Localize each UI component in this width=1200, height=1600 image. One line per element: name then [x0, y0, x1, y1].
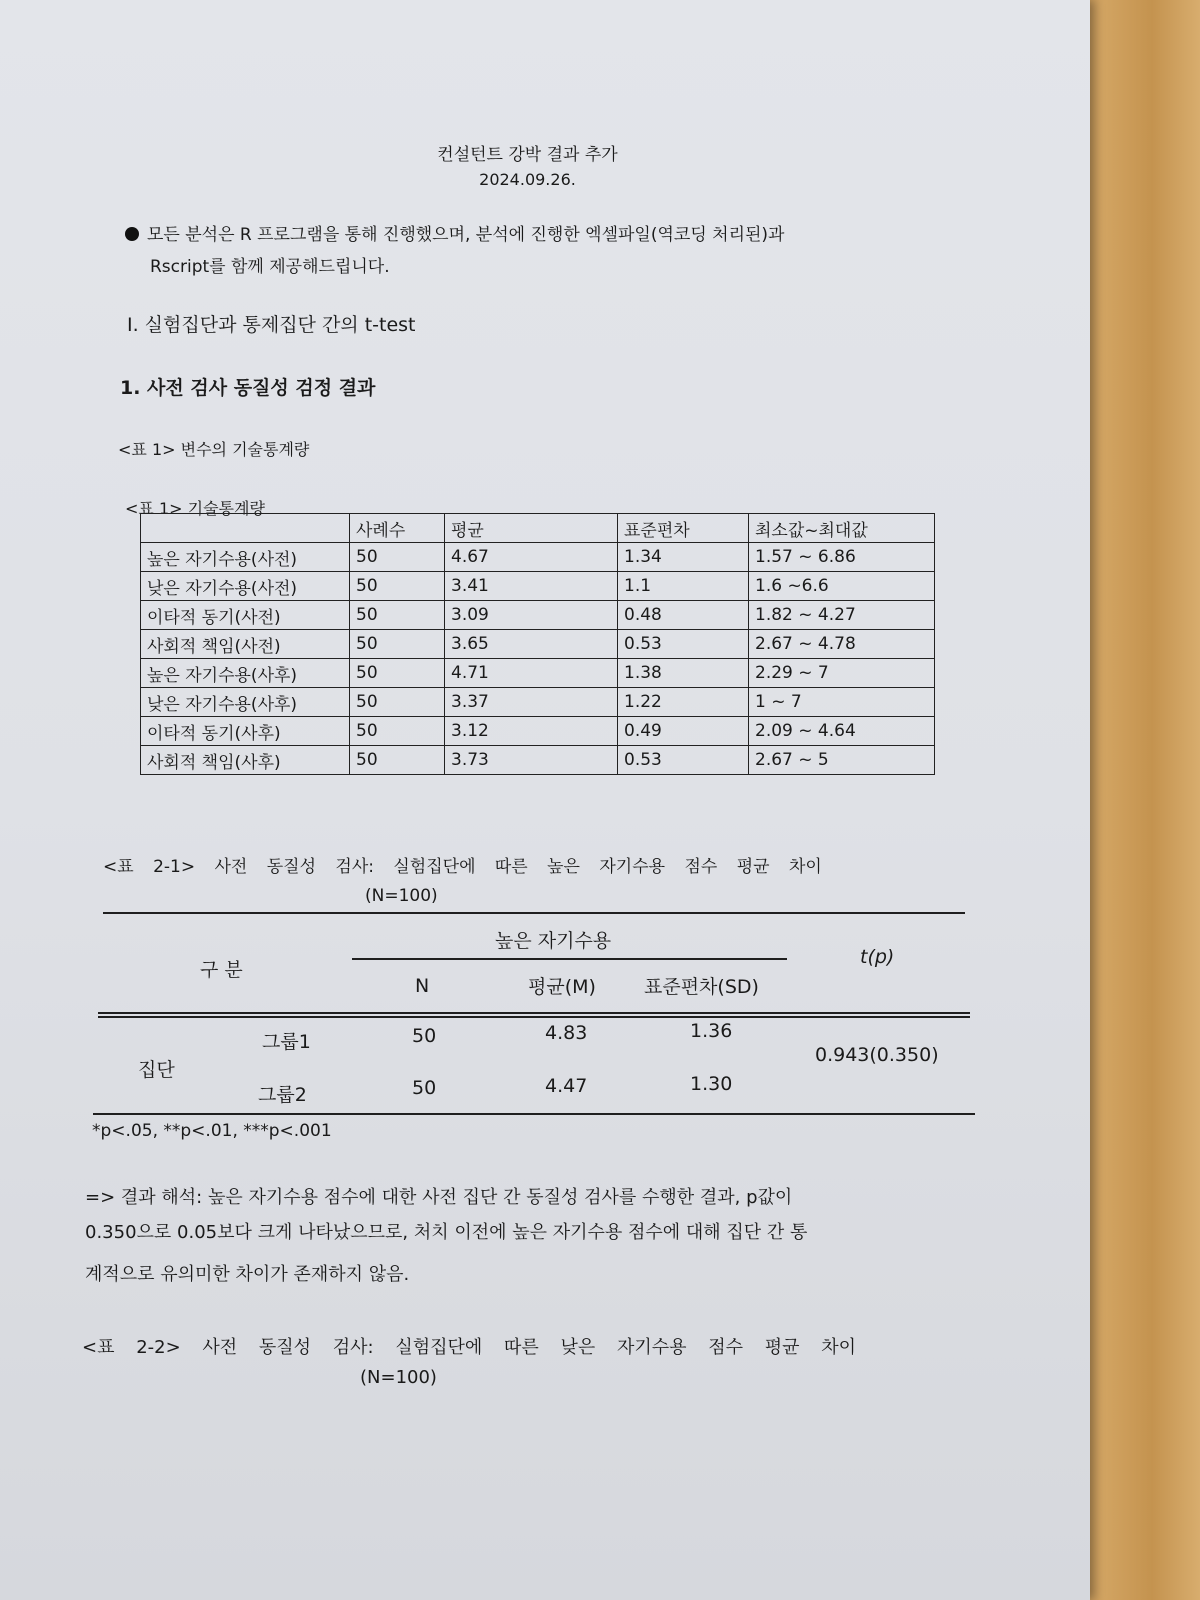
table2-2-n-note: (N=100)	[360, 1367, 437, 1388]
table2-1-n-note: (N=100)	[365, 886, 438, 906]
header-mean: 평균(M)	[528, 976, 596, 998]
table-cell: 50	[350, 717, 445, 746]
group2-sd: 1.30	[690, 1073, 733, 1095]
table-cell: 2.67 ~ 4.78	[749, 630, 935, 659]
table2-1-caption: <표 2-1> 사전 동질성 검사: 실험집단에 따른 높은 자기수용 점수 평균 차이	[103, 857, 822, 877]
table-cell: 낮은 자기수용(사전)	[141, 572, 350, 601]
section-heading: Ⅰ. 실험집단과 통제집단 간의 t-test	[127, 314, 416, 336]
table2-bottom-rule	[93, 1113, 975, 1115]
table-cell: 낮은 자기수용(사후)	[141, 688, 350, 717]
table-cell: 1.22	[618, 688, 749, 717]
header-cell: 사례수	[350, 514, 445, 543]
table-cell: 1.57 ~ 6.86	[749, 543, 935, 572]
header-t-p: t(p)	[860, 946, 895, 968]
table-cell: 이타적 동기(사전)	[141, 601, 350, 630]
table-cell: 3.37	[445, 688, 618, 717]
table-row	[141, 659, 935, 688]
document-date: 2024.09.26.	[479, 170, 576, 189]
table-cell: 1.38	[618, 659, 749, 688]
table-row	[141, 543, 935, 572]
header-cell: 평균	[445, 514, 618, 543]
table-cell: 50	[350, 688, 445, 717]
table-cell: 3.73	[445, 746, 618, 775]
header-double-rule-2	[98, 1016, 970, 1018]
document-title: 컨설턴트 강박 결과 추가	[437, 145, 618, 165]
table-cell: 3.65	[445, 630, 618, 659]
group1-n: 50	[412, 1025, 437, 1047]
group1-sd: 1.36	[690, 1020, 733, 1042]
table-cell: 4.67	[445, 543, 618, 572]
table-cell: 3.41	[445, 572, 618, 601]
header-cell: 표준편차	[618, 514, 749, 543]
table-cell: 50	[350, 601, 445, 630]
header-group: 구 분	[200, 959, 243, 981]
table-cell: 50	[350, 572, 445, 601]
table-cell: 0.53	[618, 746, 749, 775]
table-cell: 높은 자기수용(사후)	[141, 659, 350, 688]
bullet-icon	[125, 227, 139, 241]
table-row	[141, 746, 935, 775]
header-sd: 표준편차(SD)	[644, 976, 759, 998]
table-cell: 50	[350, 543, 445, 572]
table-cell: 1.82 ~ 4.27	[749, 601, 935, 630]
t-value: 0.943(0.350)	[815, 1044, 939, 1066]
table-cell: 높은 자기수용(사전)	[141, 543, 350, 572]
table-cell: 3.12	[445, 717, 618, 746]
interpretation-line2: 0.350으로 0.05보다 크게 나타났으므로, 처치 이전에 높은 자기수용 점수에 대해 집단 간 통	[85, 1222, 808, 1243]
table-cell: 50	[350, 659, 445, 688]
row-group-label: 집단	[138, 1059, 175, 1081]
table-cell: 1.1	[618, 572, 749, 601]
table-cell: 50	[350, 630, 445, 659]
group2-mean: 4.47	[545, 1075, 588, 1097]
header-n: N	[415, 975, 430, 997]
table-cell: 2.09 ~ 4.64	[749, 717, 935, 746]
table-cell: 0.53	[618, 630, 749, 659]
table-cell: 50	[350, 746, 445, 775]
group1-label: 그룹1	[262, 1031, 311, 1053]
table-cell: 이타적 동기(사후)	[141, 717, 350, 746]
table-cell: 3.09	[445, 601, 618, 630]
method-note-line1	[125, 220, 784, 245]
interpretation-line3: 계적으로 유의미한 차이가 존재하지 않음.	[85, 1264, 410, 1285]
table-row	[141, 717, 935, 746]
table2-top-rule	[103, 912, 965, 914]
table-row	[141, 572, 935, 601]
table-row	[141, 630, 935, 659]
descriptive-stats-table	[140, 513, 935, 775]
header-subrule	[352, 958, 787, 960]
table-row	[141, 688, 935, 717]
table-cell: 2.67 ~ 5	[749, 746, 935, 775]
table-row	[141, 601, 935, 630]
table2-2-caption: <표 2-2> 사전 동질성 검사: 실험집단에 따른 낮은 자기수용 점수 평균 차이	[82, 1337, 857, 1358]
table-cell: 4.71	[445, 659, 618, 688]
significance-note: *p<.05, **p<.01, ***p<.001	[92, 1121, 332, 1141]
group1-mean: 4.83	[545, 1022, 588, 1044]
table-cell: 사회적 책임(사전)	[141, 630, 350, 659]
method-note-line2: Rscript를 함께 제공해드립니다.	[150, 257, 390, 277]
group2-n: 50	[412, 1077, 437, 1099]
header-cell	[141, 514, 350, 543]
table-cell: 2.29 ~ 7	[749, 659, 935, 688]
header-cell: 최소값~최대값	[749, 514, 935, 543]
header-measure: 높은 자기수용	[495, 930, 612, 952]
table-cell: 사회적 책임(사후)	[141, 746, 350, 775]
table-cell: 0.48	[618, 601, 749, 630]
table1-caption-outer: <표 1> 변수의 기술통계량	[118, 440, 310, 459]
interpretation-line1: => 결과 해석: 높은 자기수용 점수에 대한 사전 집단 간 동질성 검사를 수행한 결과, p값이	[85, 1187, 793, 1208]
table1-caption-inner: <표 1> 기술통계량	[125, 499, 265, 518]
table-cell: 1 ~ 7	[749, 688, 935, 717]
group2-label: 그룹2	[258, 1084, 307, 1106]
table-cell: 1.6 ~6.6	[749, 572, 935, 601]
subsection-heading: 1. 사전 검사 동질성 검정 결과	[120, 377, 376, 399]
table-header-row	[141, 514, 935, 543]
table-cell: 0.49	[618, 717, 749, 746]
method-note-text: 모든 분석은 R 프로그램을 통해 진행했으며, 분석에 진행한 엑셀파일(역코딩 처리된)과	[147, 225, 785, 245]
header-double-rule-1	[98, 1012, 970, 1014]
table-cell: 1.34	[618, 543, 749, 572]
